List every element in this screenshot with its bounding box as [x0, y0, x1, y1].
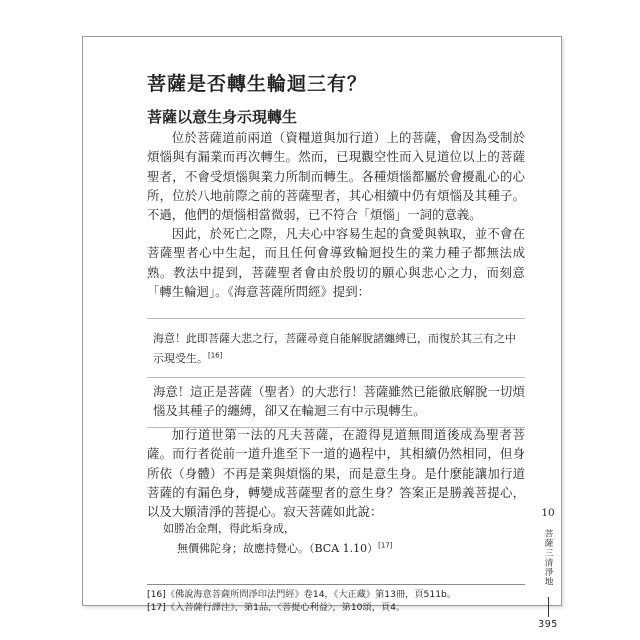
paragraph-2: [147, 224, 525, 301]
footnote-ref-17[interactable]: [17]: [378, 541, 393, 550]
verse-citation: （BCA 1.10）: [309, 542, 379, 555]
book-page: [82, 36, 562, 630]
side-divider: [548, 597, 549, 617]
chapter-title: 菩薩是否轉生輪迴三有？: [147, 73, 368, 95]
paragraph-3: [147, 425, 525, 521]
verse-quote: [147, 519, 525, 559]
footnote-16: [16]《佛說海意菩薩所問淨印法門經》卷14，《大正藏》第13冊，頁511b。: [147, 589, 457, 600]
side-tab: [535, 507, 561, 630]
sutra-quote-classical: [147, 329, 525, 377]
verse-line-2-text: 無價佛陀身；故應持覺心。: [177, 542, 309, 555]
side-chapter-number: 10: [541, 507, 555, 519]
paragraph-2-text: 因此，於死亡之際，凡夫心中容易生起的貪愛與執取，並不會在菩薩聖者心中生起，而且任何會導致輪迴投生的業力種子都無法成熟。教法中提到，菩薩聖者會由於殷切的願心與悲心之力，而刻意「轉生輪迴」。《海意菩薩所問經》提到：: [147, 226, 525, 299]
side-chapter-label: 菩薩三清淨地: [543, 529, 553, 587]
sutra-quote-box: [147, 318, 525, 428]
verse-line-1: 如勝冶金劑，得此垢身成，: [163, 522, 295, 535]
paragraph-1: [147, 128, 525, 224]
page-number: 395: [538, 619, 558, 630]
paragraph-1-text: 位於菩薩道前兩道（資糧道與加行道）上的菩薩，會因為受制於煩惱與有漏業而再次轉生。然而，已現觀空性而入見道位以上的菩薩聖者，不會受煩惱與業力所制而轉生。各種煩惱都屬於會擾亂心的心所，位於八地前際之前的菩薩聖者，其心相續中仍有煩惱及其種子。不過，他們的煩惱相當微弱，已不符合「煩惱」一詞的意義。: [147, 130, 525, 223]
sutra-quote-modern: [147, 377, 525, 421]
paragraph-3-text: 加行道世第一法的凡夫菩薩，在證得見道無間道後成為聖者菩薩。而行者從前一道升進至下一道的過程中，其相續仍然相同，但身所依（身體）不再是業與煩惱的果，而是意生身。是什麼能讓加行道菩薩的有漏色身，轉變成菩薩聖者的意生身？答案正是勝義菩提心，以及大願清淨的菩提心。寂天菩薩如此說：: [147, 427, 525, 520]
verse-line-2: [147, 539, 525, 559]
sutra-quote-modern-text: 海意！這正是菩薩（聖者）的大悲行！菩薩雖然已能徹底解脫一切煩惱及其種子的纏縛，卻又在輪迴三有中示現轉生。: [153, 384, 525, 419]
footnote-ref-16[interactable]: [16]: [208, 351, 223, 360]
footnote-17: [17]《入菩薩行譯注》，第1品，〈菩提心利益〉，第10頌，頁4。: [147, 602, 406, 613]
section-title: 菩薩以意生身示現轉生: [147, 108, 298, 126]
footnotes: [147, 584, 525, 614]
sutra-quote-classical-text: 海意！此即菩薩大悲之行，菩薩尋竟自能解脫諸纏縛已，而復於其三有之中示現受生。: [153, 332, 516, 365]
